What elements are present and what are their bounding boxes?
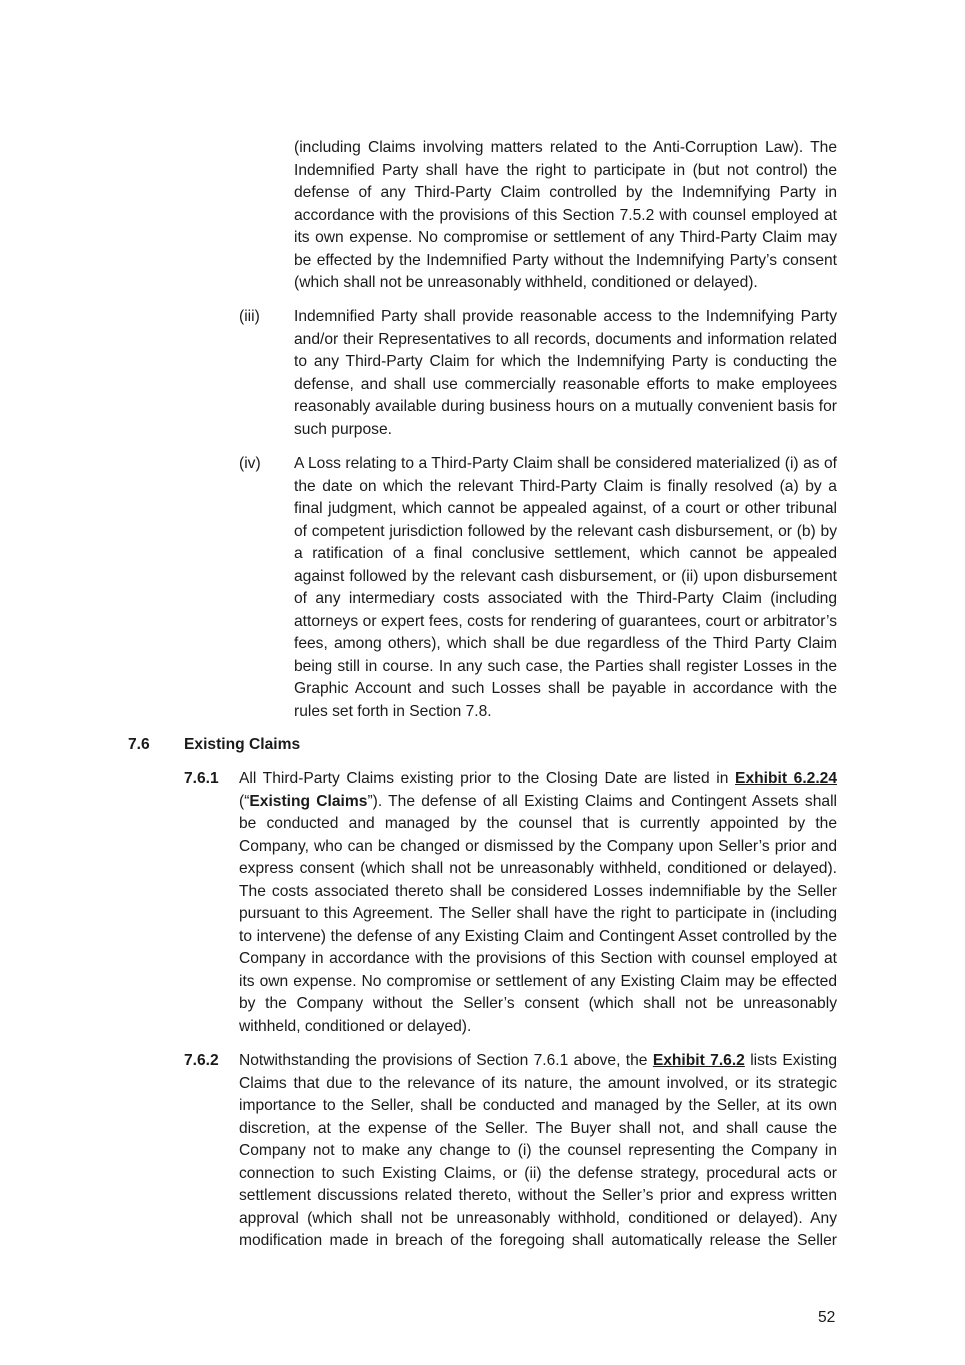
exhibit-reference: Exhibit 7.6.2 xyxy=(652,1052,745,1069)
exhibit-reference: Exhibit 6.2.24 xyxy=(735,770,838,787)
clause-text-part: Notwithstanding the provisions of Section 7.6.1 above, the xyxy=(239,1052,653,1069)
list-item-text: Indemnified Party shall provide reasonable access to the Indemnifying Party and/or their Representatives to all records, documents and information related to any Third-Party Claim for which the Indemnifying Party is conducting the defense, and shall use commercially reasonable efforts to make employees reasonably available during business hours on a mutually convenient basis for such purpose. xyxy=(294,308,837,438)
clause-7-6-1 xyxy=(184,768,837,1038)
section-title: Existing Claims xyxy=(184,736,301,753)
list-item-iii xyxy=(239,306,837,441)
clause-number: 7.6.1 xyxy=(184,770,219,787)
page-number: 52 xyxy=(818,1309,836,1326)
section-heading xyxy=(128,734,301,757)
clause-number: 7.6.2 xyxy=(184,1052,219,1069)
clause-7-6-2 xyxy=(184,1050,837,1253)
clause-text-part: lists Existing Claims that due to the relevance of its nature, the amount involved, or its strategic importance to the Seller, shall be conducted and managed by the Seller, at its own discretion, at the expense of the Seller. The Buyer shall not, and shall cause the Company not to make any change to (i) the counsel representing the Company in connection to such Existing Claims, or (ii) the defense strategy, procedural acts or settlement discussions related thereto, without the Seller’s prior and express written approval (which shall not be unreasonably withhold, conditioned or delayed). Any modification made in breach of the foregoing shall automatically release the Seller xyxy=(239,1052,837,1249)
list-item-number: (iv) xyxy=(239,455,261,472)
defined-term: Existing Claims xyxy=(249,792,368,810)
clause-text xyxy=(239,1050,837,1253)
clause-text-part: ”). The defense of all Existing Claims and Contingent Assets shall be conducted and managed by the counsel that is currently appointed by the Company, who can be changed or dismissed by the Company upon Seller’s prior and express consent (which shall not be unreasonably withheld, conditioned or delayed). The costs associated thereto shall be considered Losses indemnifiable by the Seller pursuant to this Agreement. The Seller shall have the right to participate in (including to intervene) the defense of any Existing Claim and Contingent Asset controlled by the Company in accordance with the provisions of this Section with counsel employed at its own expense. No compromise or settlement of any Existing Claim may be effected by the Company without the Seller’s consent (which shall not be unreasonably withheld, conditioned or delayed). xyxy=(239,792,837,1035)
clause-text-part: All Third-Party Claims existing prior to the Closing Date are listed in xyxy=(239,770,736,787)
clause-text xyxy=(239,768,837,1038)
continuation-paragraph: (including Claims involving matters related to the Anti-Corruption Law). The Indemnified Party shall have the right to participate in (but not control) the defense of any Third-Party Claim controlled by the Indemnifying Party in accordance with the provisions of this Section 7.5.2 with counsel employed at its own expense. No compromise or settlement of any Third-Party Claim may be effected by the Indemnified Party without the Indemnifying Party’s consent (which shall not be unreasonably withheld, conditioned or delayed). xyxy=(294,139,837,291)
section-number: 7.6 xyxy=(128,736,150,753)
list-item-number: (iii) xyxy=(239,308,260,325)
clause-text-part: (“ xyxy=(239,792,250,810)
list-item-iv xyxy=(239,453,837,723)
list-item-text: A Loss relating to a Third-Party Claim shall be considered materialized (i) as of the date on which the relevant Third-Party Claim is finally resolved (a) by a final judgment, which cannot be appealed against, of a court or other tribunal of competent jurisdiction followed by the relevant cash disbursement, or (b) by a ratification of a final conclusive settlement, which cannot be appealed against followed by the relevant cash disbursement, or (ii) upon disbursement of any intermediary costs associated with the Third-Party Claim (including attorneys or expert fees, costs for rendering of guarantees, court or arbitrator’s fees, among others), which shall be due regardless of the Third Party Claim being still in course. In any such case, the Parties shall register Losses in the Graphic Account and such Losses shall be payable in accordance with the rules set forth in Section 7.8. xyxy=(294,455,837,720)
